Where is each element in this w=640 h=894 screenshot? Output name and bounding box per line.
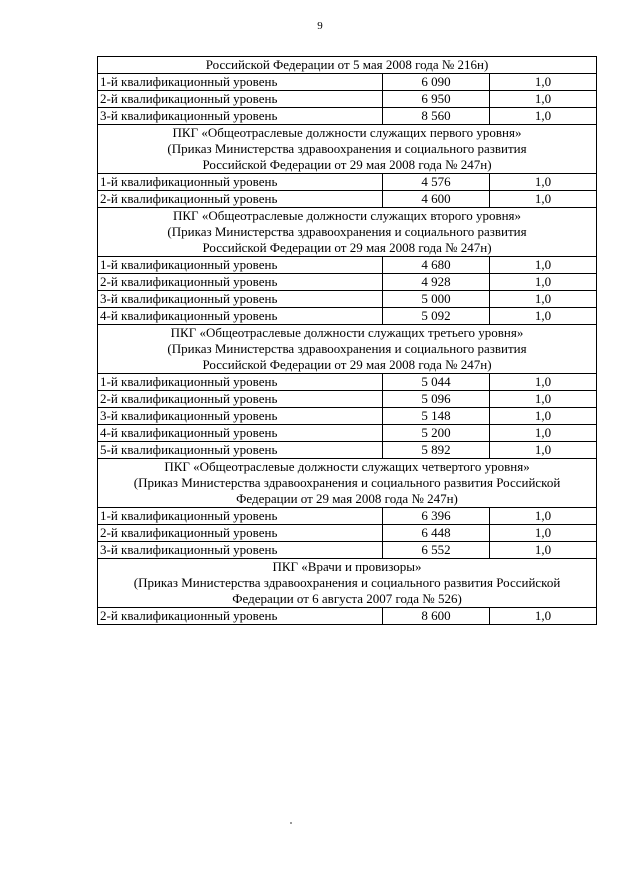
coefficient: 1,0	[490, 391, 597, 408]
section-header-line: (Приказ Министерства здравоохранения и социального развития Российской	[133, 575, 561, 590]
qualification-level: 2-й квалификационный уровень	[98, 191, 383, 208]
qualification-level: 4-й квалификационный уровень	[98, 425, 383, 442]
qualification-level: 1-й квалификационный уровень	[98, 174, 383, 191]
section-header-line: ПКГ «Общеотраслевые должности служащих первого уровня»	[172, 125, 522, 140]
qualification-level: 2-й квалификационный уровень	[98, 274, 383, 291]
table-row	[98, 425, 597, 442]
section-header-line: Федерации от 6 августа 2007 года № 526)	[232, 591, 462, 606]
base-salary: 4 576	[383, 174, 490, 191]
coefficient: 1,0	[490, 525, 597, 542]
section-header-line: ПКГ «Общеотраслевые должности служащих второго уровня»	[173, 208, 522, 223]
qualification-level: 5-й квалификационный уровень	[98, 442, 383, 459]
section-header-row	[98, 325, 597, 374]
coefficient: 1,0	[490, 442, 597, 459]
base-salary: 6 090	[383, 74, 490, 91]
table-row	[98, 374, 597, 391]
section-header-line: ПКГ «Общеотраслевые должности служащих четвертого уровня»	[164, 459, 530, 474]
coefficient: 1,0	[490, 608, 597, 625]
coefficient: 1,0	[490, 542, 597, 559]
base-salary: 5 148	[383, 408, 490, 425]
coefficient: 1,0	[490, 257, 597, 274]
section-header	[98, 125, 597, 174]
coefficient: 1,0	[490, 91, 597, 108]
coefficient: 1,0	[490, 374, 597, 391]
section-header-line: (Приказ Министерства здравоохранения и социального развития	[167, 341, 527, 356]
coefficient: 1,0	[490, 191, 597, 208]
section-header	[98, 325, 597, 374]
table-row	[98, 108, 597, 125]
qualification-level: 2-й квалификационный уровень	[98, 391, 383, 408]
table-row	[98, 408, 597, 425]
table-row	[98, 274, 597, 291]
base-salary: 6 552	[383, 542, 490, 559]
base-salary: 5 044	[383, 374, 490, 391]
table-row	[98, 91, 597, 108]
section-header-line: Российской Федерации от 29 мая 2008 года № 247н)	[202, 157, 492, 172]
section-header-line: (Приказ Министерства здравоохранения и социального развития	[167, 224, 527, 239]
table-row	[98, 74, 597, 91]
coefficient: 1,0	[490, 425, 597, 442]
section-header-row	[98, 208, 597, 257]
section-header-row	[98, 125, 597, 174]
section-header-line: ПКГ «Врачи и провизоры»	[272, 559, 422, 574]
table-row	[98, 542, 597, 559]
section-header-row	[98, 459, 597, 508]
base-salary: 5 096	[383, 391, 490, 408]
section-header	[98, 208, 597, 257]
qualification-level: 1-й квалификационный уровень	[98, 74, 383, 91]
qualification-level: 2-й квалификационный уровень	[98, 608, 383, 625]
section-header-row	[98, 57, 597, 74]
coefficient: 1,0	[490, 508, 597, 525]
base-salary: 6 396	[383, 508, 490, 525]
table-row	[98, 291, 597, 308]
table-row	[98, 391, 597, 408]
table-row	[98, 174, 597, 191]
base-salary: 5 892	[383, 442, 490, 459]
coefficient: 1,0	[490, 291, 597, 308]
section-header-line: Российской Федерации от 29 мая 2008 года № 247н)	[202, 240, 492, 255]
table-row	[98, 442, 597, 459]
qualification-level: 4-й квалификационный уровень	[98, 308, 383, 325]
section-header-line: Российской Федерации от 29 мая 2008 года № 247н)	[202, 357, 492, 372]
base-salary: 5 000	[383, 291, 490, 308]
section-header-line: Федерации от 29 мая 2008 года № 247н)	[236, 491, 458, 506]
section-header	[98, 459, 597, 508]
base-salary: 6 950	[383, 91, 490, 108]
base-salary: 5 092	[383, 308, 490, 325]
qualification-level: 3-й квалификационный уровень	[98, 542, 383, 559]
base-salary: 6 448	[383, 525, 490, 542]
table-row	[98, 608, 597, 625]
table-row	[98, 525, 597, 542]
section-header-row	[98, 559, 597, 608]
base-salary: 4 928	[383, 274, 490, 291]
base-salary: 4 680	[383, 257, 490, 274]
coefficient: 1,0	[490, 74, 597, 91]
base-salary: 5 200	[383, 425, 490, 442]
table-row	[98, 308, 597, 325]
coefficient: 1,0	[490, 174, 597, 191]
section-header-line: Российской Федерации от 5 мая 2008 года № 216н)	[205, 57, 489, 72]
qualification-level: 1-й квалификационный уровень	[98, 508, 383, 525]
section-header-line: ПКГ «Общеотраслевые должности служащих третьего уровня»	[170, 325, 524, 340]
qualification-level: 1-й квалификационный уровень	[98, 257, 383, 274]
qualification-level: 3-й квалификационный уровень	[98, 408, 383, 425]
qualification-level: 3-й квалификационный уровень	[98, 291, 383, 308]
scan-speck	[290, 822, 292, 824]
section-header-line: (Приказ Министерства здравоохранения и социального развития Российской	[133, 475, 561, 490]
base-salary: 8 600	[383, 608, 490, 625]
qualification-level: 3-й квалификационный уровень	[98, 108, 383, 125]
salary-table	[97, 56, 597, 625]
table-row	[98, 257, 597, 274]
coefficient: 1,0	[490, 308, 597, 325]
section-header	[98, 559, 597, 608]
qualification-level: 2-й квалификационный уровень	[98, 91, 383, 108]
base-salary: 8 560	[383, 108, 490, 125]
section-header	[98, 57, 597, 74]
coefficient: 1,0	[490, 408, 597, 425]
page-number: 9	[317, 20, 323, 32]
coefficient: 1,0	[490, 108, 597, 125]
base-salary: 4 600	[383, 191, 490, 208]
section-header-line: (Приказ Министерства здравоохранения и социального развития	[167, 141, 527, 156]
coefficient: 1,0	[490, 274, 597, 291]
qualification-level: 2-й квалификационный уровень	[98, 525, 383, 542]
qualification-level: 1-й квалификационный уровень	[98, 374, 383, 391]
table-row	[98, 191, 597, 208]
table-row	[98, 508, 597, 525]
